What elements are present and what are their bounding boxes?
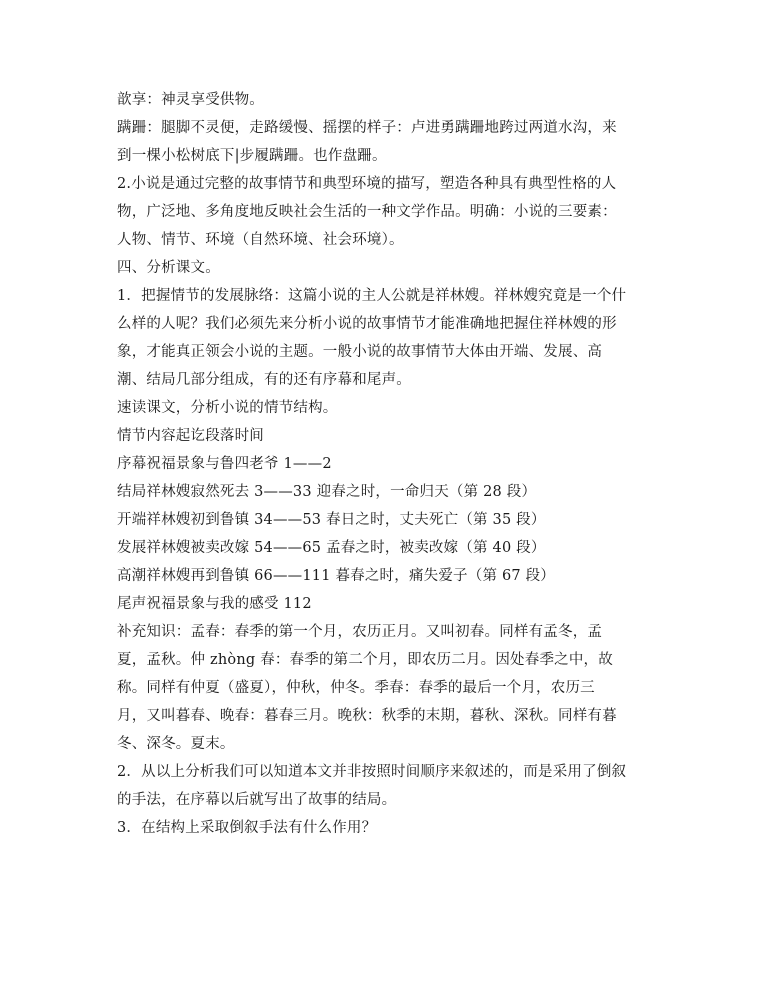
text-line: 物，广泛地、多角度地反映社会生活的一种文学作品。明确：小说的三要素： xyxy=(117,204,617,220)
plot-table-row: 尾声祝福景象与我的感受 112 xyxy=(117,596,312,612)
plot-table-row: 发展祥林嫂被卖改嫁 54——65 孟春之时，被卖改嫁（第 40 段） xyxy=(117,540,546,556)
text-line: 象，才能真正领会小说的主题。一般小说的故事情节大体由开端、发展、高 xyxy=(117,344,603,360)
text-line: 的手法，在序幕以后就写出了故事的结局。 xyxy=(117,792,397,808)
text-line: 歆享：神灵享受供物。 xyxy=(117,92,264,108)
text-line: 1．把握情节的发展脉络：这篇小说的主人公就是祥林嫂。祥林嫂究竟是一个什 xyxy=(117,288,627,304)
text-line: 称。同样有仲夏（盛夏），仲秋，仲冬。季春：春季的最后一个月，农历三 xyxy=(117,680,595,696)
text-line: 夏，孟秋。仲 zhòng 春：春季的第二个月，即农历二月。因处春季之中，故 xyxy=(117,652,613,668)
text-line: 到一棵小松树底下|步履蹒跚。也作盘跚。 xyxy=(117,148,387,164)
text-line: 2.小说是通过完整的故事情节和典型环境的描写，塑造各种具有典型性格的人 xyxy=(117,176,617,192)
plot-table-row: 结局祥林嫂寂然死去 3——33 迎春之时，一命归天（第 28 段） xyxy=(117,484,537,500)
section-heading: 四、分析课文。 xyxy=(117,260,220,276)
plot-table-row: 序幕祝福景象与鲁四老爷 1——2 xyxy=(117,456,332,472)
text-line: 蹒跚：腿脚不灵便，走路缓慢、摇摆的样子：卢进勇蹒跚地跨过两道水沟，来 xyxy=(117,120,617,136)
text-line: 冬、深冬。夏末。 xyxy=(117,736,235,752)
text-line: 月，又叫暮春、晚春：暮春三月。晚秋：秋季的末期，暮秋、深秋。同样有暮 xyxy=(117,708,617,724)
text-line: 人物、情节、环境（自然环境、社会环境）。 xyxy=(117,232,404,248)
text-line: 潮、结局几部分组成，有的还有序幕和尾声。 xyxy=(117,372,411,388)
text-line: 2．从以上分析我们可以知道本文并非按照时间顺序来叙述的，而是采用了倒叙 xyxy=(117,764,627,780)
text-line: 速读课文，分析小说的情节结构。 xyxy=(117,400,338,416)
plot-table-row: 高潮祥林嫂再到鲁镇 66——111 暮春之时，痛失爱子（第 67 段） xyxy=(117,568,556,584)
plot-table-header: 情节内容起讫段落时间 xyxy=(117,428,264,444)
plot-table-row: 开端祥林嫂初到鲁镇 34——53 春日之时，丈夫死亡（第 35 段） xyxy=(117,512,546,528)
text-line: 补充知识：孟春：春季的第一个月，农历正月。又叫初春。同样有孟冬，孟 xyxy=(117,624,603,640)
text-line: 3．在结构上采取倒叙手法有什么作用？ xyxy=(117,820,377,836)
text-line: 么样的人呢？我们必须先来分析小说的故事情节才能准确地把握住祥林嫂的形 xyxy=(117,316,617,332)
